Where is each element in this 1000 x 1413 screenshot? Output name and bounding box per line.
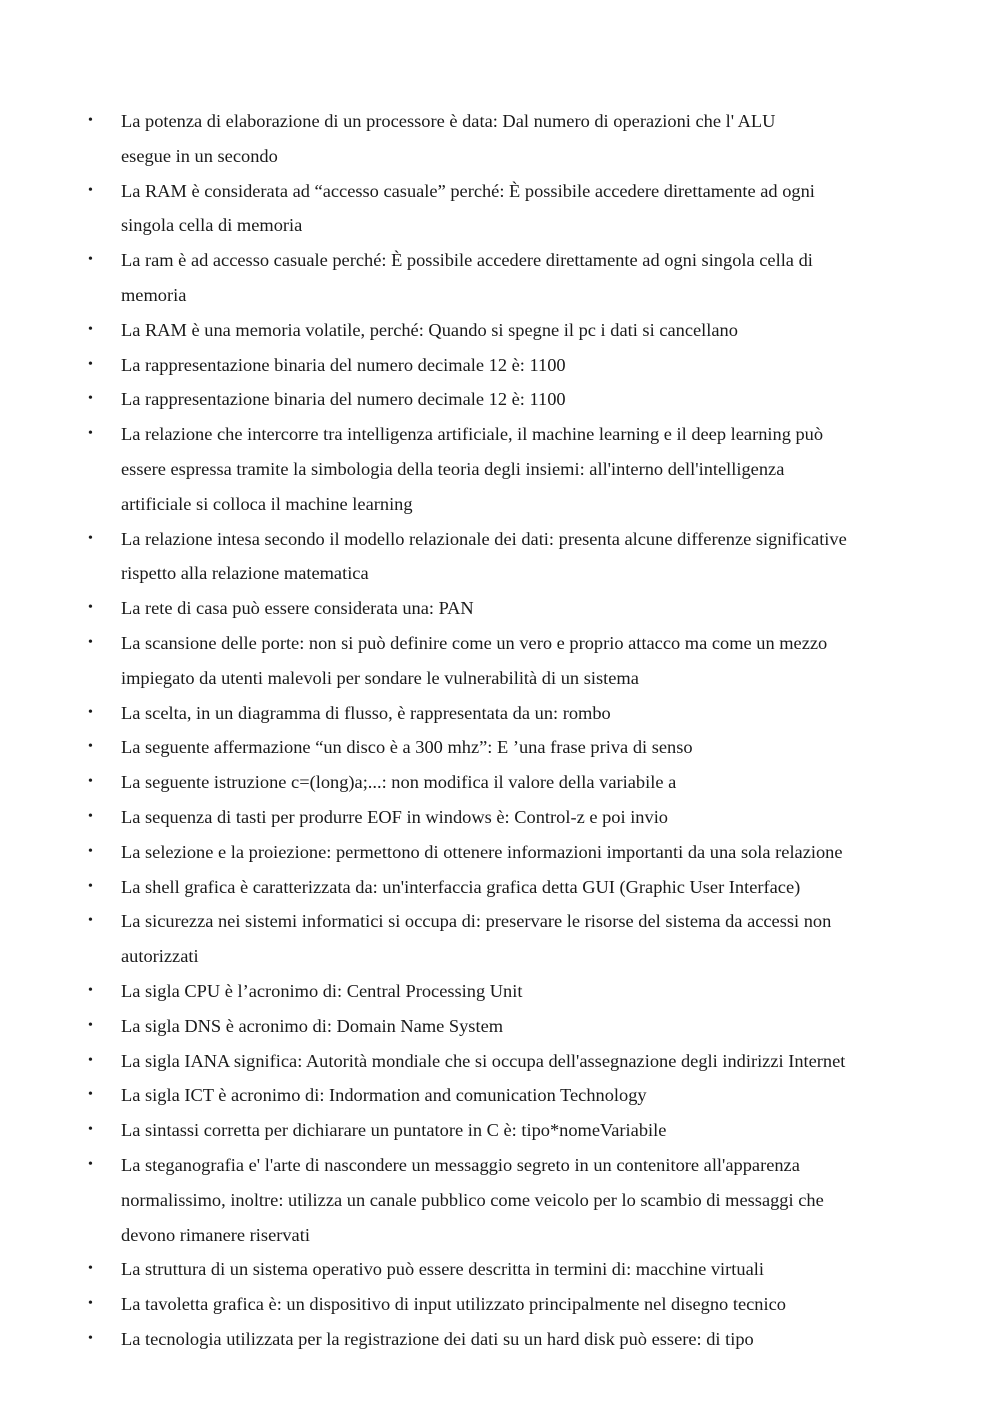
list-item — [0, 730, 1000, 765]
list-item-text-line: La scansione delle porte: non si può definire come un vero e proprio attacco ma come un mezzo — [121, 632, 828, 653]
bullet-icon: • — [88, 1296, 93, 1312]
bullet-icon: • — [88, 704, 93, 720]
list-item-text-line: La sigla DNS è acronimo di: Domain Name System — [121, 1015, 504, 1036]
list-item-text-line: La potenza di elaborazione di un processore è data: Dal numero di operazioni che l' ALU — [121, 111, 776, 131]
bullet-icon: • — [88, 356, 93, 372]
list-item-text-line: La rete di casa può essere considerata una: PAN — [121, 598, 474, 619]
bullet-icon: • — [88, 600, 93, 616]
list-item-text-line: La seguente istruzione c=(long)a;...: non modifica il valore della variabile a — [121, 772, 677, 793]
list-item — [0, 1009, 1000, 1044]
list-item — [0, 104, 1000, 174]
bullet-icon: • — [88, 808, 93, 824]
bullet-icon: • — [88, 739, 93, 755]
bullet-icon: • — [88, 913, 93, 929]
bullet-icon: • — [88, 113, 93, 128]
list-item — [0, 243, 1000, 313]
bullet-icon: • — [88, 774, 93, 790]
list-item — [0, 800, 1000, 835]
list-item-text-line: La sigla ICT è acronimo di: Indormation and comunication Technology — [121, 1085, 647, 1106]
list-item-text-line: autorizzati — [121, 946, 199, 967]
bullet-icon: • — [88, 843, 93, 859]
bullet-icon: • — [88, 530, 93, 546]
bullet-icon: • — [88, 1052, 93, 1068]
list-item — [0, 1044, 1000, 1079]
list-item-text-line: La steganografia e' l'arte di nascondere un messaggio segreto in un contenitore all'apparenza — [121, 1154, 800, 1175]
bullet-icon: • — [88, 391, 93, 407]
bullet-icon: • — [88, 634, 93, 650]
list-item-text-line: La rappresentazione binaria del numero decimale 12 è: 1100 — [121, 389, 566, 410]
bullet-icon: • — [88, 1156, 93, 1172]
bullet-icon: • — [88, 1122, 93, 1138]
list-item-text-line: La scelta, in un diagramma di flusso, è rappresentata da un: rombo — [121, 702, 611, 723]
list-item — [0, 1078, 1000, 1113]
list-item — [0, 1148, 1000, 1252]
list-item-text-line: La sicurezza nei sistemi informatici si occupa di: preservare le risorse del sistema da accessi non — [121, 911, 832, 932]
list-item-text-line: esegue in un secondo — [121, 145, 278, 166]
list-item — [0, 626, 1000, 696]
bullet-icon: • — [88, 182, 93, 198]
list-item — [0, 1322, 1000, 1357]
list-item — [0, 591, 1000, 626]
list-item-text-line: La seguente affermazione “un disco è a 300 mhz”: E ’una frase priva di senso — [121, 737, 693, 758]
list-item — [0, 870, 1000, 905]
list-item-text-line: devono rimanere riservati — [121, 1224, 310, 1245]
list-item-text-line: La struttura di un sistema operativo può essere descritta in termini di: macchine virtuali — [121, 1259, 764, 1280]
list-item — [0, 1113, 1000, 1148]
list-item — [0, 696, 1000, 731]
list-item — [0, 904, 1000, 974]
list-item — [0, 835, 1000, 870]
list-item — [0, 174, 1000, 244]
bullet-icon: • — [88, 1087, 93, 1103]
list-item — [0, 313, 1000, 348]
list-item-text-line: singola cella di memoria — [121, 215, 303, 236]
list-item-text-line: La tavoletta grafica è: un dispositivo di input utilizzato principalmente nel disegno tecnico — [121, 1294, 786, 1315]
list-item-text-line: La sequenza di tasti per produrre EOF in windows è: Control-z e poi invio — [121, 806, 668, 827]
bullet-icon: • — [88, 321, 93, 337]
bullet-icon: • — [88, 426, 93, 442]
list-item-text-line: rispetto alla relazione matematica — [121, 563, 369, 584]
list-item — [0, 765, 1000, 800]
list-item-text-line: artificiale si colloca il machine learning — [121, 493, 413, 514]
bullet-icon: • — [88, 1261, 93, 1277]
bullet-icon: • — [88, 982, 93, 998]
list-item-text-line: La rappresentazione binaria del numero decimale 12 è: 1100 — [121, 354, 566, 375]
list-item — [0, 974, 1000, 1009]
list-item — [0, 382, 1000, 417]
list-item-text-line: La selezione e la proiezione: permettono di ottenere informazioni importanti da una sola relazione — [121, 841, 843, 862]
list-item-text-line: La sigla IANA significa: Autorità mondiale che si occupa dell'assegnazione degli indirizzi Internet — [121, 1050, 846, 1071]
list-item — [0, 522, 1000, 592]
list-item — [0, 1252, 1000, 1287]
list-item-text-line: memoria — [121, 284, 187, 305]
list-item-text-line: La tecnologia utilizzata per la registrazione dei dati su un hard disk può essere: di tipo — [121, 1328, 754, 1349]
bullet-icon: • — [88, 1017, 93, 1033]
list-item-text-line: La sigla CPU è l’acronimo di: Central Processing Unit — [121, 980, 523, 1001]
list-item-text-line: impiegato da utenti malevoli per sondare le vulnerabilità di un sistema — [121, 667, 639, 688]
bullet-icon: • — [88, 878, 93, 894]
list-item — [0, 348, 1000, 383]
list-item-text-line: La RAM è una memoria volatile, perché: Quando si spegne il pc i dati si cancellano — [121, 319, 738, 340]
list-item-text-line: La relazione che intercorre tra intelligenza artificiale, il machine learning e il deep learning può — [121, 424, 824, 445]
list-item-text-line: La sintassi corretta per dichiarare un puntatore in C è: tipo*nomeVariabile — [121, 1120, 667, 1141]
bullet-icon: • — [88, 252, 93, 268]
list-item-text-line: essere espressa tramite la simbologia della teoria degli insiemi: all'interno dell'intelligenza — [121, 458, 785, 479]
list-item-text-line: La ram è ad accesso casuale perché: È possibile accedere direttamente ad ogni singola cella di — [121, 250, 813, 271]
bullet-list — [0, 104, 1000, 1357]
list-item-text-line: La RAM è considerata ad “accesso casuale” perché: È possibile accedere direttamente ad ogni — [121, 180, 815, 201]
list-item — [0, 417, 1000, 521]
list-item-text-line: normalissimo, inoltre: utilizza un canale pubblico come veicolo per lo scambio di messaggi che — [121, 1189, 824, 1210]
list-item — [0, 1287, 1000, 1322]
list-item-text-line: La shell grafica è caratterizzata da: un'interfaccia grafica detta GUI (Graphic User Interface) — [121, 876, 801, 897]
bullet-icon: • — [88, 1330, 93, 1346]
list-item-text-line: La relazione intesa secondo il modello relazionale dei dati: presenta alcune differenze significative — [121, 528, 847, 549]
